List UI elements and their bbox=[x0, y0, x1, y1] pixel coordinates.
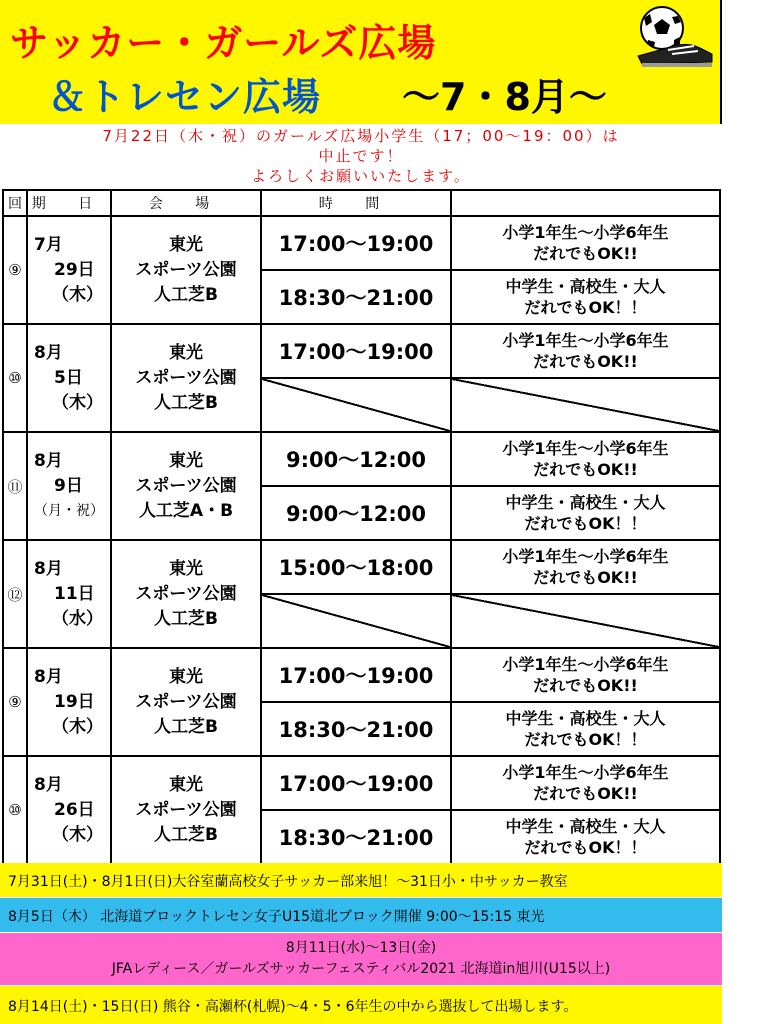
target-group bbox=[451, 432, 720, 486]
venue-line2: スポーツ公園 bbox=[135, 367, 237, 388]
title-months: ～7・8月～ bbox=[402, 75, 607, 119]
target-line2: だれでもOK!! bbox=[533, 244, 638, 263]
session-venue bbox=[111, 756, 261, 864]
announcement-cup: 8月14日(土)・15日(日) 熊谷・高瀬杯(札幌)～4・5・6年生の中から選抜して出場します。 bbox=[0, 986, 722, 1024]
target-line2: だれでもOK!! bbox=[533, 784, 638, 803]
target-group bbox=[451, 324, 720, 378]
date-month: 7月 bbox=[34, 234, 63, 255]
session-date bbox=[27, 432, 111, 540]
time-slot: 18:30～21:00 bbox=[261, 702, 451, 756]
time-slot: 17:00～19:00 bbox=[261, 324, 451, 378]
session-number: ⑨ bbox=[3, 648, 27, 756]
session-number: ⑩ bbox=[3, 756, 27, 864]
target-line1: 小学1年生～小学6年生 bbox=[502, 223, 669, 242]
venue-line2: スポーツ公園 bbox=[135, 475, 237, 496]
festival-title: JFAレディース／ガールズサッカーフェスティバル2021 北海道in旭川(U15以上) bbox=[111, 961, 611, 977]
target-line2: だれでもOK!! bbox=[533, 676, 638, 695]
target-group bbox=[451, 756, 720, 810]
cancellation-notice bbox=[0, 126, 722, 186]
venue-line3: 人工芝B bbox=[154, 716, 218, 737]
date-weekday: （木） bbox=[52, 716, 103, 737]
table-row bbox=[3, 540, 720, 594]
announcement-girls-clinic: 7月31日(土)・8月1日(日)大谷室蘭高校女子サッカー部来旭！～31日小・中サッカー教室 bbox=[0, 863, 722, 897]
time-slot: 18:30～21:00 bbox=[261, 810, 451, 864]
festival-dates: 8月11日(水)～13日(金) bbox=[285, 940, 437, 956]
date-day: 9日 bbox=[54, 475, 83, 496]
target-line2: だれでもOK！！ bbox=[524, 838, 647, 857]
table-row bbox=[3, 756, 720, 810]
time-slot: 17:00～19:00 bbox=[261, 648, 451, 702]
venue-line1: 東光 bbox=[169, 774, 203, 795]
date-month: 8月 bbox=[34, 774, 63, 795]
header-target bbox=[451, 190, 720, 216]
title-line1: サッカー・ガールズ広場 bbox=[10, 21, 437, 65]
date-day: 11日 bbox=[54, 583, 95, 604]
target-group bbox=[451, 648, 720, 702]
date-day: 26日 bbox=[54, 799, 95, 820]
venue-line1: 東光 bbox=[169, 666, 203, 687]
header-venue: 会 場 bbox=[111, 190, 261, 216]
venue-line3: 人工芝B bbox=[154, 392, 218, 413]
target-line1: 小学1年生～小学6年生 bbox=[502, 331, 669, 350]
target-group bbox=[451, 540, 720, 594]
date-day: 29日 bbox=[54, 259, 95, 280]
target-group bbox=[451, 810, 720, 864]
target-group bbox=[451, 486, 720, 540]
header-time: 時 間 bbox=[261, 190, 451, 216]
venue-line1: 東光 bbox=[169, 450, 203, 471]
target-group bbox=[451, 270, 720, 324]
session-number: ⑨ bbox=[3, 216, 27, 324]
date-day: 19日 bbox=[54, 691, 95, 712]
notice-line1: 7月22日（木・祝）のガールズ広場小学生（17；00～19：00）は bbox=[102, 127, 620, 145]
target-line2: だれでもOK!! bbox=[533, 352, 638, 371]
venue-line1: 東光 bbox=[169, 342, 203, 363]
date-month: 8月 bbox=[34, 558, 63, 579]
notice-line3: よろしくお願いいたします。 bbox=[251, 167, 471, 185]
venue-line1: 東光 bbox=[169, 558, 203, 579]
session-number: ⑩ bbox=[3, 324, 27, 432]
time-slot: 15:00～18:00 bbox=[261, 540, 451, 594]
session-venue bbox=[111, 540, 261, 648]
date-weekday: （木） bbox=[52, 824, 103, 845]
venue-line2: スポーツ公園 bbox=[135, 799, 237, 820]
venue-line3: 人工芝B bbox=[154, 608, 218, 629]
empty-slot bbox=[451, 378, 720, 432]
session-date bbox=[27, 216, 111, 324]
date-weekday: （木） bbox=[52, 284, 103, 305]
time-slot: 9:00～12:00 bbox=[261, 486, 451, 540]
target-line1: 小学1年生～小学6年生 bbox=[502, 439, 669, 458]
venue-line2: スポーツ公園 bbox=[135, 259, 237, 280]
notice-line2: 中止です！ bbox=[318, 147, 404, 165]
target-line1: 中学生・高校生・大人 bbox=[505, 277, 666, 296]
table-row bbox=[3, 324, 720, 378]
header-date: 期 日 bbox=[27, 190, 111, 216]
target-line1: 小学1年生～小学6年生 bbox=[502, 655, 669, 674]
target-line1: 小学1年生～小学6年生 bbox=[502, 763, 669, 782]
venue-line2: スポーツ公園 bbox=[135, 691, 237, 712]
header-no: 回 bbox=[3, 190, 27, 216]
target-group bbox=[451, 702, 720, 756]
schedule-table bbox=[2, 189, 721, 865]
empty-slot bbox=[261, 594, 451, 648]
venue-line3: 人工芝B bbox=[154, 284, 218, 305]
session-venue bbox=[111, 216, 261, 324]
date-weekday: （木） bbox=[52, 392, 103, 413]
session-date bbox=[27, 324, 111, 432]
announcement-tracen-block: 8月5日（木） 北海道ブロックトレセン女子U15道北ブロック開催 9:00～15:15 東光 bbox=[0, 898, 722, 932]
venue-line3: 人工芝B bbox=[154, 824, 218, 845]
session-date bbox=[27, 756, 111, 864]
empty-slot bbox=[451, 594, 720, 648]
session-date bbox=[27, 540, 111, 648]
date-month: 8月 bbox=[34, 666, 63, 687]
table-row bbox=[3, 432, 720, 486]
session-number: ⑪ bbox=[3, 432, 27, 540]
target-line2: だれでもOK！！ bbox=[524, 730, 647, 749]
title-line2: ＆トレセン広場 bbox=[48, 75, 322, 119]
session-number: ⑫ bbox=[3, 540, 27, 648]
target-line1: 小学1年生～小学6年生 bbox=[502, 547, 669, 566]
target-line2: だれでもOK!! bbox=[533, 568, 638, 587]
table-header-row bbox=[3, 190, 720, 216]
date-weekday: （月・祝） bbox=[34, 502, 104, 519]
table-row bbox=[3, 648, 720, 702]
venue-line2: スポーツ公園 bbox=[135, 583, 237, 604]
date-weekday: （水） bbox=[52, 608, 103, 629]
target-line1: 中学生・高校生・大人 bbox=[505, 493, 666, 512]
session-venue bbox=[111, 648, 261, 756]
time-slot: 17:00～19:00 bbox=[261, 756, 451, 810]
time-slot: 18:30～21:00 bbox=[261, 270, 451, 324]
venue-line1: 東光 bbox=[169, 234, 203, 255]
header-banner bbox=[0, 0, 722, 124]
target-line1: 中学生・高校生・大人 bbox=[505, 709, 666, 728]
session-venue bbox=[111, 432, 261, 540]
session-venue bbox=[111, 324, 261, 432]
time-slot: 9:00～12:00 bbox=[261, 432, 451, 486]
time-slot: 17:00～19:00 bbox=[261, 216, 451, 270]
target-group bbox=[451, 216, 720, 270]
target-line2: だれでもOK！！ bbox=[524, 298, 647, 317]
date-month: 8月 bbox=[34, 450, 63, 471]
date-day: 5日 bbox=[54, 367, 83, 388]
target-line1: 中学生・高校生・大人 bbox=[505, 817, 666, 836]
date-month: 8月 bbox=[34, 342, 63, 363]
target-line2: だれでもOK!! bbox=[533, 460, 638, 479]
session-date bbox=[27, 648, 111, 756]
venue-line3: 人工芝A・B bbox=[138, 500, 234, 521]
soccer-ball-and-cleat-icon bbox=[628, 4, 714, 70]
empty-slot bbox=[261, 378, 451, 432]
target-line2: だれでもOK！！ bbox=[524, 514, 647, 533]
announcement-festival bbox=[0, 933, 722, 985]
table-row bbox=[3, 216, 720, 270]
